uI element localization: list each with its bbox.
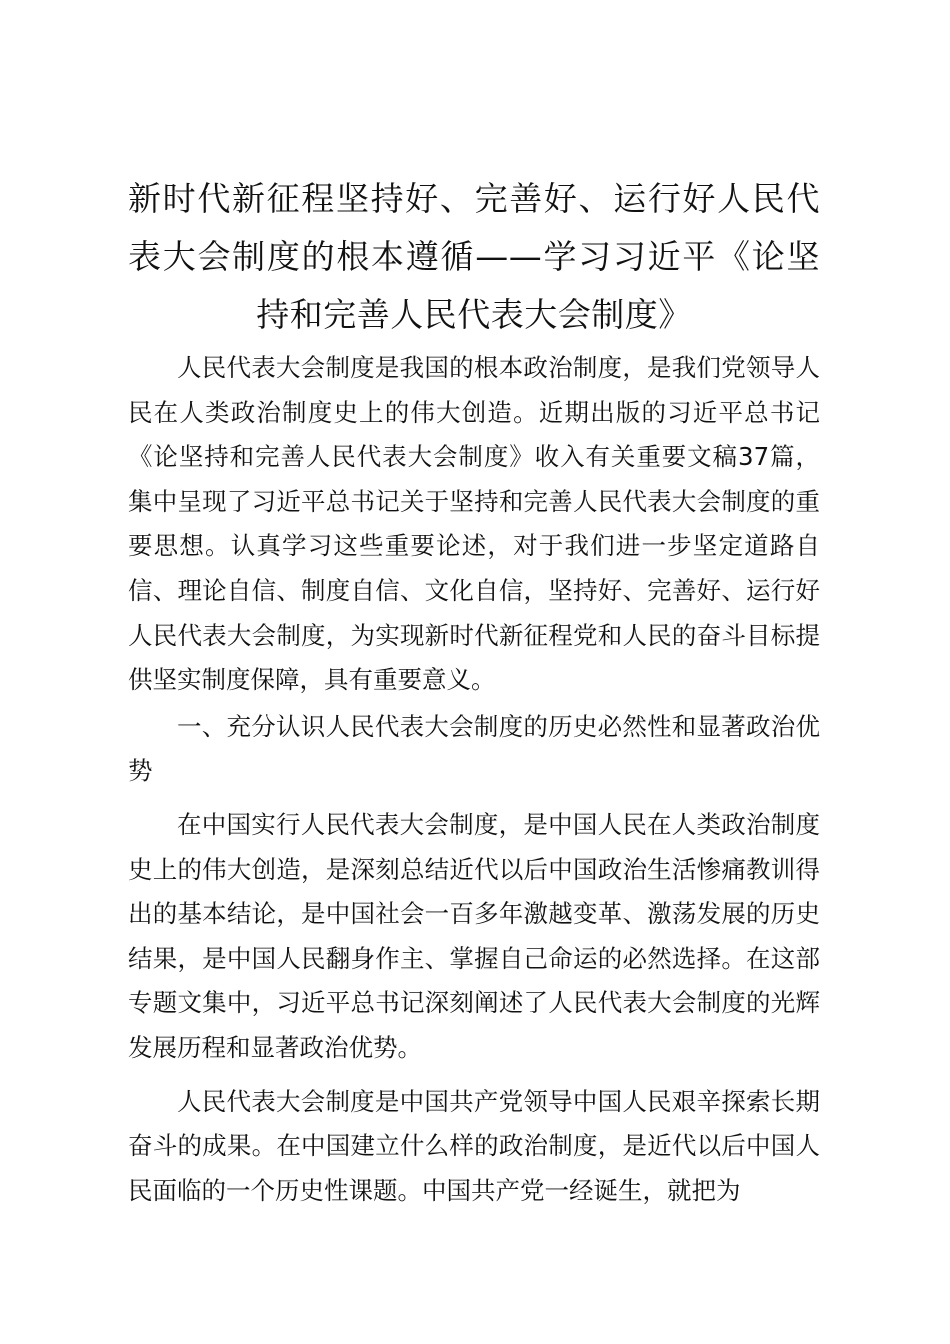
section-heading-1: 一、充分认识人民代表大会制度的历史必然性和显著政治优势 bbox=[128, 711, 820, 786]
document-title: 新时代新征程坚持好、完善好、运行好人民代表大会制度的根本遵循——学习习近平《论坚持和完善人民代表大会制度》 bbox=[128, 179, 820, 334]
body-paragraph-1: 在中国实行人民代表大会制度，是中国人民在人类政治制度史上的伟大创造，是深刻总结近代以后中国政治生活惨痛教训得出的基本结论，是中国社会一百多年激越变革、激荡发展的历史结果，是中国人民翻身作主、掌握自己命运的必然选择。在这部专题文集中，习近平总书记深刻阐述了人民代表大会制度的光辉发展历程和显著政治优势。 bbox=[128, 809, 820, 1062]
intro-paragraph: 人民代表大会制度是我国的根本政治制度，是我们党领导人民在人类政治制度史上的伟大创造。近期出版的习近平总书记《论坚持和完善人民代表大会制度》收入有关重要文稿37篇，集中呈现了习近平总书记关于坚持和完善人民代表大会制度的重要思想。认真学习这些重要论述，对于我们进一步坚定道路自信、理论自信、制度自信、文化自信，坚持好、完善好、运行好人民代表大会制度，为实现新时代新征程党和人民的奋斗目标提供坚实制度保障，具有重要意义。 bbox=[128, 353, 820, 695]
body-paragraph-2: 人民代表大会制度是中国共产党领导中国人民艰辛探索长期奋斗的成果。在中国建立什么样的政治制度，是近代以后中国人民面临的一个历史性课题。中国共产党一经诞生，就把为 bbox=[128, 1086, 820, 1205]
document-page bbox=[128, 170, 820, 1213]
